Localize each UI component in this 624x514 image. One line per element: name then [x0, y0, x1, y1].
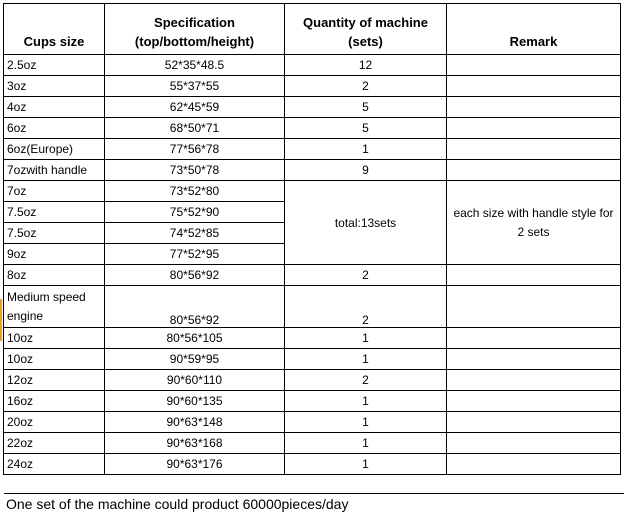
- cell-qty: 2: [285, 265, 447, 286]
- cell-size: 10oz: [4, 349, 105, 370]
- cell-spec: 80*56*92: [105, 265, 285, 286]
- cell-spec: 52*35*48.5: [105, 55, 285, 76]
- table-row: [4, 181, 621, 202]
- cell-spec: 80*56*92: [105, 286, 285, 328]
- cell-total-qty: total:13sets: [285, 181, 447, 265]
- table-row: [4, 139, 621, 160]
- selection-accent: [0, 299, 2, 341]
- cell-spec: 90*63*168: [105, 433, 285, 454]
- table-row: [4, 328, 621, 349]
- cell-qty: 5: [285, 118, 447, 139]
- cell-spec: 77*56*78: [105, 139, 285, 160]
- footer-note: One set of the machine could product 60000pieces/day: [4, 493, 624, 513]
- cell-remark: [447, 433, 621, 454]
- table-row: [4, 55, 621, 76]
- cell-size: 6oz: [4, 118, 105, 139]
- cell-size: 4oz: [4, 97, 105, 118]
- cell-spec: 68*50*71: [105, 118, 285, 139]
- table-row: [4, 118, 621, 139]
- cell-remark: [447, 349, 621, 370]
- table-row: [4, 370, 621, 391]
- cell-size: 20oz: [4, 412, 105, 433]
- cell-remark: [447, 265, 621, 286]
- cell-qty: 1: [285, 433, 447, 454]
- cell-spec: 62*45*59: [105, 97, 285, 118]
- cell-qty: 1: [285, 328, 447, 349]
- cell-spec: 90*60*110: [105, 370, 285, 391]
- cell-qty: 1: [285, 349, 447, 370]
- cell-size: 7ozwith handle: [4, 160, 105, 181]
- cell-remark: [447, 118, 621, 139]
- cell-qty: 5: [285, 97, 447, 118]
- cell-size: 3oz: [4, 76, 105, 97]
- cell-size: 6oz(Europe): [4, 139, 105, 160]
- cell-remark: [447, 286, 621, 328]
- cell-size: 7.5oz: [4, 223, 105, 244]
- table-row: [4, 97, 621, 118]
- header-row: [4, 4, 621, 55]
- cell-size: 16oz: [4, 391, 105, 412]
- cell-spec: 73*50*78: [105, 160, 285, 181]
- cell-qty: 1: [285, 454, 447, 475]
- cell-qty: 12: [285, 55, 447, 76]
- cell-remark: [447, 139, 621, 160]
- header-specification: Specification (top/bottom/height): [105, 4, 285, 55]
- cell-qty: 2: [285, 76, 447, 97]
- cell-remark: [447, 97, 621, 118]
- cell-size: 9oz: [4, 244, 105, 265]
- cell-qty: 2: [285, 370, 447, 391]
- cell-remark: [447, 412, 621, 433]
- cell-remark: [447, 55, 621, 76]
- header-remark: Remark: [447, 4, 621, 55]
- cell-spec: 77*52*95: [105, 244, 285, 265]
- cell-size: 10oz: [4, 328, 105, 349]
- cell-qty: 9: [285, 160, 447, 181]
- table-row: [4, 160, 621, 181]
- cell-remark: [447, 391, 621, 412]
- cell-spec: 90*59*95: [105, 349, 285, 370]
- table-row: [4, 454, 621, 475]
- cell-qty: 1: [285, 391, 447, 412]
- cell-qty: 1: [285, 139, 447, 160]
- cell-spec: 73*52*80: [105, 181, 285, 202]
- cell-remark: [447, 454, 621, 475]
- table-row: [4, 433, 621, 454]
- cell-size: 12oz: [4, 370, 105, 391]
- cell-remark: [447, 328, 621, 349]
- cell-remark: [447, 76, 621, 97]
- header-quantity: Quantity of machine (sets): [285, 4, 447, 55]
- cell-qty: 1: [285, 412, 447, 433]
- cell-spec: 80*56*105: [105, 328, 285, 349]
- table-row: [4, 286, 621, 328]
- table-row: [4, 265, 621, 286]
- cell-size: 7oz: [4, 181, 105, 202]
- cell-remark: [447, 160, 621, 181]
- table-row: [4, 391, 621, 412]
- cell-spec: 75*52*90: [105, 202, 285, 223]
- table-row: [4, 412, 621, 433]
- cell-spec: 90*63*148: [105, 412, 285, 433]
- cell-size: 24oz: [4, 454, 105, 475]
- cell-spec: 90*60*135: [105, 391, 285, 412]
- cell-size: 22oz: [4, 433, 105, 454]
- cell-qty: 2: [285, 286, 447, 328]
- cell-size: 7.5oz: [4, 202, 105, 223]
- table-row: [4, 349, 621, 370]
- cell-remark-handle: each size with handle style for 2 sets: [447, 181, 621, 265]
- cell-size: Medium speed engine: [4, 286, 105, 328]
- cell-spec: 55*37*55: [105, 76, 285, 97]
- cell-spec: 90*63*176: [105, 454, 285, 475]
- cell-size: 8oz: [4, 265, 105, 286]
- cell-size: 2.5oz: [4, 55, 105, 76]
- spec-table: [3, 3, 621, 475]
- cell-remark: [447, 370, 621, 391]
- cell-spec: 74*52*85: [105, 223, 285, 244]
- table-row: [4, 76, 621, 97]
- header-cups-size: Cups size: [4, 4, 105, 55]
